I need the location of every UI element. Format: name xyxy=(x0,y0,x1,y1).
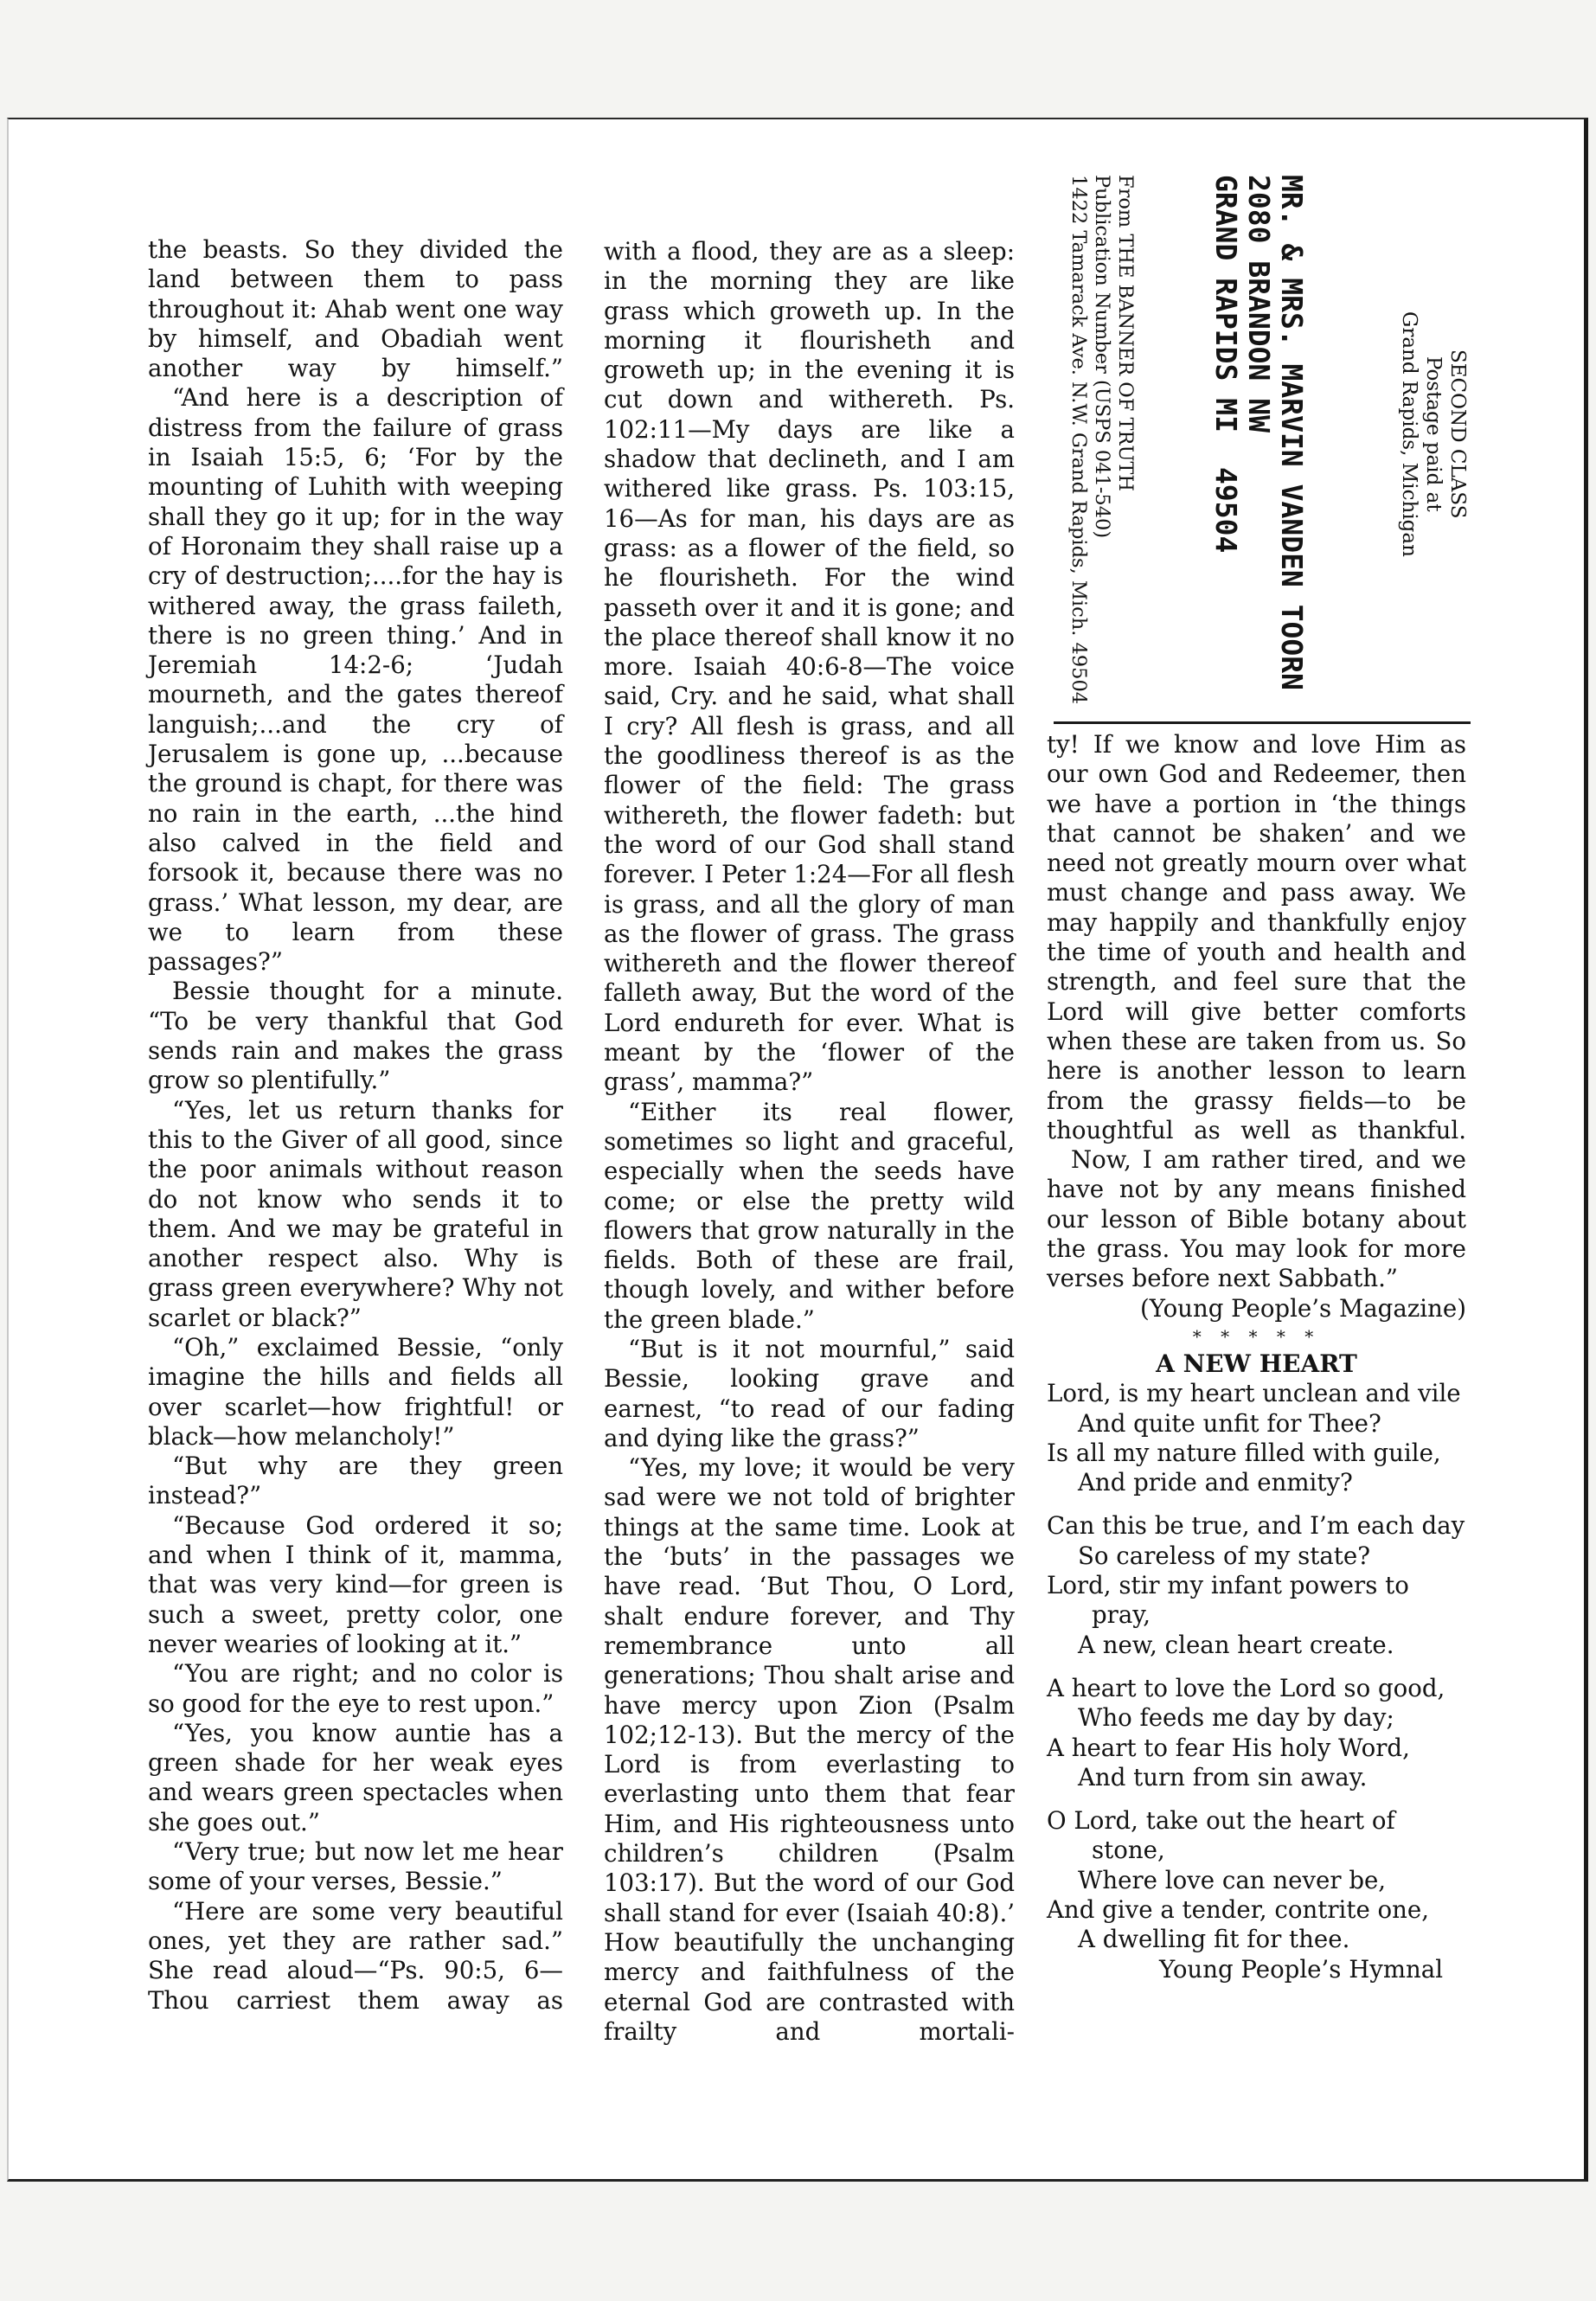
paragraph: “But is it not mournful,” said Bessie, looking grave and earnest, “to read of our fading and dying like the grass?” xyxy=(604,1334,1015,1452)
poem-stanza xyxy=(1047,1674,1466,1792)
postage-city: Grand Rapids, Michigan xyxy=(1398,311,1420,557)
postage-indicia xyxy=(1397,175,1470,694)
publication-number: Publication Number (USPS 041-540) xyxy=(1091,175,1113,539)
poem-line: Lord, stir my infant powers to xyxy=(1047,1571,1409,1600)
paragraph: “Because God ordered it so; and when I think of it, mamma, that was very kind—for green is such a sweet, pretty color, one never wearies of looking at it.” xyxy=(148,1510,563,1658)
poem-line: A new, clean heart create. xyxy=(1078,1630,1394,1659)
poem-stanza xyxy=(1047,1511,1466,1659)
poem-line: So careless of my state? xyxy=(1078,1541,1370,1570)
paragraph: Now, I am rather tired, and we have not by any means finished our lesson of Bible botany about the grass. You may look for more verses before next Sabbath.” xyxy=(1047,1145,1466,1293)
paragraph: the beasts. So they divided the land between them to pass throughout it: Ahab went one way by himself, and Obadiah went another way by himself.” xyxy=(148,235,563,383)
paragraph: “Yes, you know auntie has a green shade for her weak eyes and wears green spectacles when she goes out.” xyxy=(148,1718,563,1836)
recipient-address xyxy=(1209,175,1308,690)
address-city: GRAND RAPIDS MI xyxy=(1209,175,1243,433)
paragraph: with a flood, they are as a sleep: in the morning they are like grass which groweth up. In the morning it flourisheth and groweth up; in the evening it is cut down and withereth. Ps. 102:11—My days are like a shadow that declineth, and I am withered like grass. Ps. 103:15, 16—As for man, his days are as grass: as a flower of the field, so he flourisheth. For the wind passeth over it and it is gone; and the place thereof shall know it no more. Isaiah 40:6-8—The voice said, Cry. and he said, what shall I cry? All flesh is grass, and all the goodliness thereof is as the flower of the field: The grass withereth, the flower fadeth: but the word of our God shall stand forever. I Peter 1:24—For all flesh is grass, and all the glory of man as the flower of grass. The grass withereth and the flower thereof falleth away, But the word of the Lord endureth for ever. What is meant by the ‘flower of the grass’, mamma?” xyxy=(604,237,1016,1097)
poem-line: And quite unfit for Thee? xyxy=(1078,1408,1381,1438)
poem-stanza xyxy=(1047,1806,1466,1954)
poem-line: And turn from sin away. xyxy=(1078,1762,1368,1791)
poem-line: A heart to love the Lord so good, xyxy=(1047,1673,1445,1702)
text-column-3 xyxy=(1047,730,1466,1984)
poem-line: A dwelling fit for thee. xyxy=(1078,1925,1350,1954)
paragraph: “But why are they green instead?” xyxy=(148,1452,563,1510)
poem-line: Can this be true, and I’m each day xyxy=(1047,1511,1465,1541)
paragraph: “Either its real flower, sometimes so light and graceful, especially when the seeds have come; or else the pretty wild flowers that grow naturally in the fields. Both of these are frail, though lovely, and wither before the green blade.” xyxy=(604,1097,1015,1334)
address-zip: 49504 xyxy=(1209,467,1243,554)
newsletter-page xyxy=(7,118,1588,2182)
poem-line: And give a tender, contrite one, xyxy=(1047,1894,1430,1924)
poem-line: Who feeds me day by day; xyxy=(1078,1703,1394,1733)
poem-line: Is all my nature filled with guile, xyxy=(1047,1438,1441,1467)
poem-line: A heart to fear His holy Word, xyxy=(1047,1733,1410,1762)
paragraph: “And here is a description of distress from the failure of grass in Isaiah 15:5, 6; ‘For by the mounting of Luhith with weeping shall they go it up; for in the way of Horonaim they shall raise up a cry of destruction;....for the hay is withered away, the grass faileth, there is no green thing.’ And in Jeremiah 14:2-6; ‘Judah mourneth, and the gates thereof languish;...and the cry of Jerusalem is gone up, ...because the ground is chapt, for there was no rain in the earth, ...the hind also calved in the field and forsook it, because there was no grass.’ What lesson, my dear, are we to learn from these passages?” xyxy=(148,383,563,977)
label-divider xyxy=(1054,721,1471,724)
paragraph: “Very true; but now let me hear some of your verses, Bessie.” xyxy=(148,1837,563,1896)
poem-line: And pride and enmity? xyxy=(1078,1468,1353,1497)
text-column-1 xyxy=(148,235,563,2016)
poem xyxy=(1047,1379,1466,1984)
paragraph: Bessie thought for a minute. “To be very thankful that God sends rain and makes the grass grow so plentifully.” xyxy=(148,977,563,1095)
poem-credit: Young People’s Hymnal xyxy=(1159,1954,1444,1984)
poem-line: Where love can never be, xyxy=(1078,1865,1387,1894)
poem-line: pray, xyxy=(1092,1600,1151,1630)
text-column-2 xyxy=(604,237,1015,2047)
paragraph: “Yes, let us return thanks for this to the Giver of all good, since the poor animals without reason do not know who sends it to them. And we may be grateful in another respect also. Why is grass green everywhere? Why not scarlet or black?” xyxy=(148,1095,563,1332)
publisher-address: 1422 Tamarack Ave. N.W. Grand Rapids, Mich. 49504 xyxy=(1067,175,1090,705)
poem-line: stone, xyxy=(1092,1836,1165,1865)
publisher-name: From THE BANNER OF TRUTH xyxy=(1114,175,1137,492)
address-name: MR. & MRS. MARVIN VANDEN TOORN xyxy=(1275,175,1309,691)
paragraph: “Here are some very beautiful ones, yet they are rather sad.” She read aloud—“Ps. 90:5, 6—Thou carriest them away as xyxy=(148,1896,563,2015)
source-credit: (Young People’s Magazine) xyxy=(1139,1293,1466,1323)
paragraph: ty! If we know and love Him as our own God and Redeemer, then we have a portion in ‘the things that cannot be shaken’ and we need not greatly mourn over what must change and pass away. We may happily and thankfully enjoy the time of youth and health and strength, and feel sure that the Lord will give better comforts when these are taken from us. So here is another lesson to learn from the grassy fields—to be thoughtful as well as thankful. xyxy=(1047,730,1466,1144)
poem-stanza xyxy=(1047,1379,1466,1497)
poem-line: Lord, is my heart unclean and vile xyxy=(1047,1379,1461,1408)
address-street: 2080 BRANDON NW xyxy=(1242,175,1276,433)
return-address xyxy=(1067,175,1137,704)
poem-title: A NEW HEART xyxy=(1156,1349,1357,1378)
postage-paid: Postage paid at xyxy=(1422,356,1445,512)
paragraph: “You are right; and no color is so good for the eye to rest upon.” xyxy=(148,1659,563,1718)
mailing-label xyxy=(1051,175,1475,711)
paragraph: “Yes, my love; it would be very sad were we not told of brighter things at the same time. Look at the ‘buts’ in the passages we have read. ‘But Thou, O Lord, shalt endure forever, and Thy remembrance unto all generations; Thou shalt arise and have mercy upon Zion (Psalm 102;12-13). But the mercy of the Lord is from everlasting to everlasting unto them that fear Him, and His righteousness unto children’s children (Psalm 103:17). But the word of our God shall stand for ever (Isaiah 40:8).’ How beautifully the unchanging mercy and faithfulness of the eternal God are contrasted with frailty and mortali- xyxy=(604,1453,1015,2046)
paragraph: “Oh,” exclaimed Bessie, “only imagine the hills and fields all over scarlet—how frightful! or black—how melancholy!” xyxy=(148,1332,563,1451)
poem-line: O Lord, take out the heart of xyxy=(1047,1806,1395,1836)
postage-class: SECOND CLASS xyxy=(1446,349,1469,519)
section-separator: * * * * * xyxy=(1192,1325,1321,1347)
address-city-zip xyxy=(1209,175,1242,690)
